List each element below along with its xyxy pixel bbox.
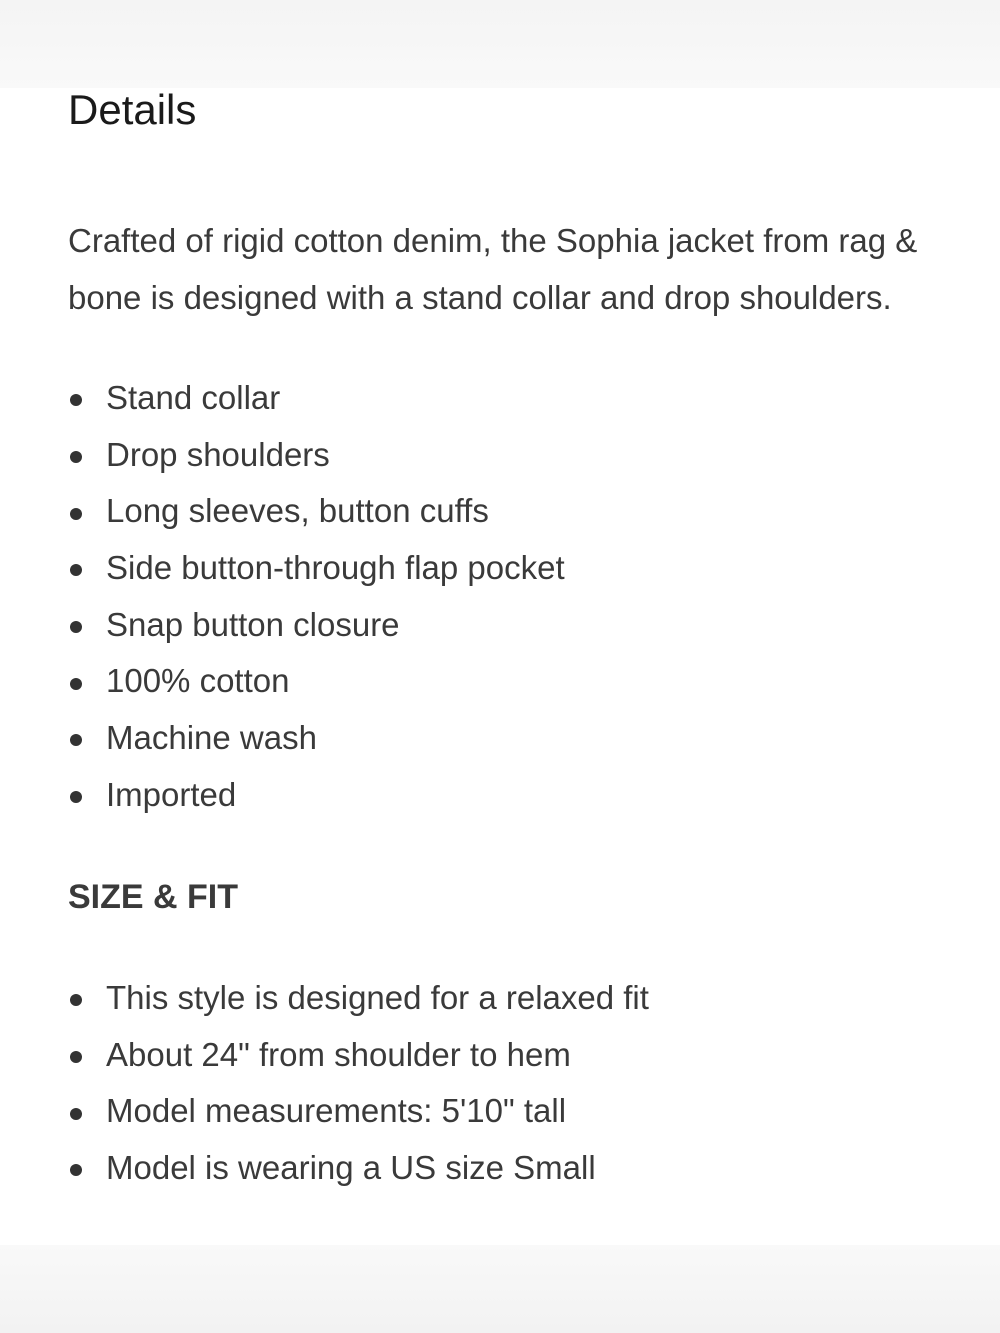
list-item <box>68 427 565 484</box>
feature-text: Imported <box>106 775 237 813</box>
bottom-fade-band <box>0 1245 1000 1333</box>
list-item <box>68 653 565 710</box>
feature-text: Drop shoulders <box>106 435 330 473</box>
bullet-icon <box>70 1051 82 1063</box>
feature-text: Long sleeves, button cuffs <box>106 492 489 530</box>
list-item <box>68 767 565 824</box>
fit-text: Model is wearing a US size Small <box>106 1149 596 1187</box>
size-fit-list <box>68 970 649 1197</box>
product-description <box>68 212 1000 326</box>
bullet-icon <box>70 734 82 746</box>
bullet-icon <box>70 508 82 520</box>
list-item <box>68 970 649 1027</box>
list-item <box>68 1083 649 1140</box>
bullet-icon <box>70 678 82 690</box>
size-fit-heading: SIZE & FIT <box>68 878 238 916</box>
list-item <box>68 1027 649 1084</box>
list-item <box>68 370 565 427</box>
bullet-icon <box>70 394 82 406</box>
description-line-1: Crafted of rigid cotton denim, the Sophia jacket from rag & <box>68 222 918 259</box>
fit-text: This style is designed for a relaxed fit <box>106 979 649 1016</box>
bullet-icon <box>70 451 82 463</box>
list-item <box>68 710 565 767</box>
details-title: Details <box>68 86 197 133</box>
fit-text: Model measurements: 5'10" tall <box>106 1092 567 1130</box>
description-line-2: bone is designed with a stand collar and drop shoulders. <box>68 279 892 316</box>
top-fade-band <box>0 0 1000 88</box>
bullet-icon <box>70 994 82 1006</box>
fit-text: About 24" from shoulder to hem <box>106 1035 571 1073</box>
feature-text: Side button-through flap pocket <box>106 549 565 587</box>
feature-text: 100% cotton <box>106 662 290 700</box>
bullet-icon <box>70 791 82 803</box>
list-item <box>68 483 565 540</box>
list-item <box>68 1140 649 1197</box>
bullet-icon <box>70 1164 82 1176</box>
bullet-icon <box>70 1108 82 1120</box>
list-item <box>68 597 565 654</box>
feature-text: Machine wash <box>106 719 317 757</box>
feature-text: Snap button closure <box>106 605 400 643</box>
bullet-icon <box>70 621 82 633</box>
feature-text: Stand collar <box>106 379 281 416</box>
feature-list <box>68 370 565 824</box>
bullet-icon <box>70 564 82 576</box>
list-item <box>68 540 565 597</box>
